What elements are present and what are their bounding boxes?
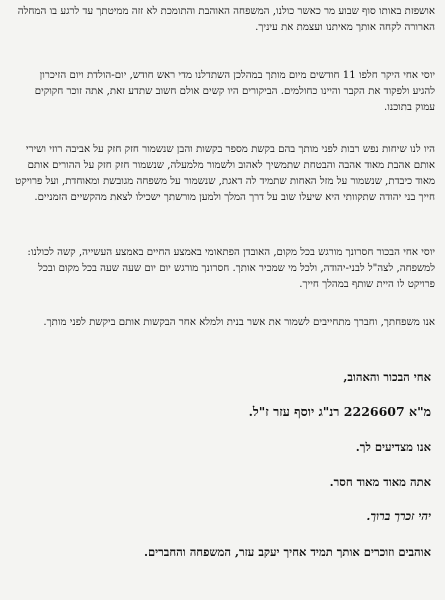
- paragraph-commitment: אנו משפחתך, וחברך מתחייבים לשמור את אשר בנית ולמלא אחר הבקשות אותם ביקשת לפני מותך.: [43, 317, 435, 328]
- closing-salutation: אחי הבכור והאהוב,: [343, 370, 431, 384]
- paragraph-eleven-months: יוסי אחי היקר חלפו 11 חודשים מיום מותך במהלכן השתדלנו מדי ראש חודש, יום-הולדת ויום הזיכרון להגיע ולפקוד את הקבר והיינו כחולמים. הביקורים היו קשים אולם חשוב שתדע זאת, אתה זוכר חקוקים עמוק בתוכנו.: [34, 70, 435, 113]
- closing-salute-line: אנו מצדיעים לך.: [355, 440, 431, 454]
- closing-missed-line: אתה מאוד מאוד חסר.: [329, 475, 431, 489]
- closing-name-line: מ"א 2226607 רנ"ג יוסף עזר ז"ל.: [248, 404, 431, 419]
- paragraph-hospitalization: אושפזת באותו סוף שבוע מר כאשר כולנו, המשפחה האוהבת והתומכת לא זזה ממיטתך עד לרגע בו המחלה הארורה לקחה אותך מאיתנו ועצמת את עיניך.: [17, 6, 435, 33]
- closing-signature: אוהבים וזוכרים אותך תמיד אחיך יעקב עזר, המשפחה והחברים.: [143, 545, 431, 559]
- paragraph-requests: היו לנו שיחות נפש רבות לפני מותך בהם בקשת מספר בקשות והבן שנשמור חזק חזק על אביבה רוזי ושירי אותם אהבת מאוד אהבה והבטחת שתמשיך לאהוב ולשמור מלמעלה, שנשמור חזק חזק על ההורים אותם מאוד כיבדת, שנשמור על מזל האחות שתמיד לה דאגת, שנשמור על משפחה מגובשת ומאוחדת, ועל פרויקט חייך בני יהודה שתקוותי היא שיעלו שוב על דרך המלך ולמען מורשתך ישכילו לצאת מהקשיים הזמניים.: [15, 144, 435, 203]
- paragraph-absence: יוסי אחי הבכור חסרונך מורגש בכל מקום, האובדן הפתאומי באמצע החיים באמצע העשייה, קשה לכולנו: למשפחה, לצה"ל לבני-יהודה, ולכל מי שמכיר אותך. חסרונך מורגש יום יום שעה שעה בכל מקום ובכל פרויקט לו היית שותף במהלך חייך.: [27, 247, 435, 290]
- closing-memory-line: יהי זכרך ברוך.: [366, 509, 431, 523]
